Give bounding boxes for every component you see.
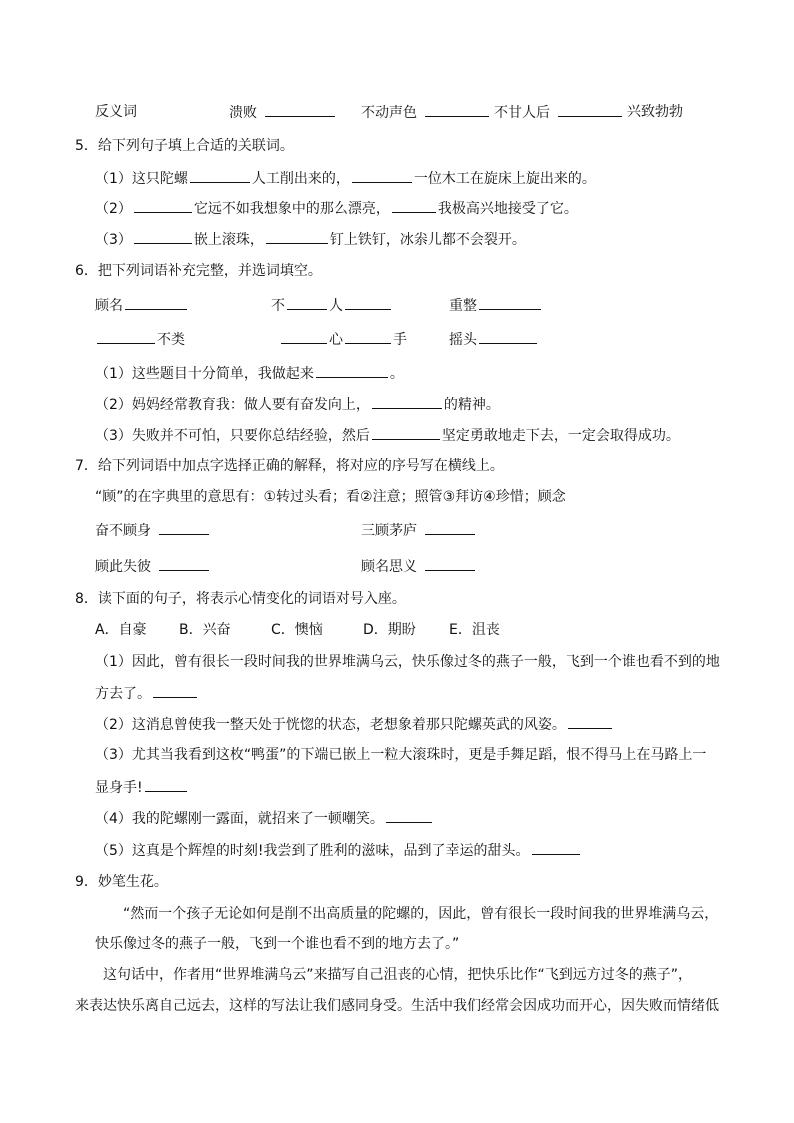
- question-9-title: 9．妙笔生花。: [75, 874, 168, 890]
- q5-sentence-2: （2） 它远不如我想象中的那么漂亮， 我极高兴地接受了它。: [95, 198, 578, 218]
- q5-sentence-1: （1）这只陀螺 人工削出来的， 一位木工在旋床上旋出来的。: [95, 168, 596, 188]
- answer-blank[interactable]: [134, 198, 192, 213]
- q7-word: 顾此失彼: [95, 556, 211, 576]
- q7-word: 三顾茅庐: [361, 520, 477, 540]
- q6-word: 摇头: [449, 329, 539, 349]
- antonym-item: [494, 102, 624, 122]
- q6-sentence-1: （1）这些题目十分简单，我做起来 。: [95, 363, 404, 383]
- q6-word: 不 人: [271, 295, 393, 315]
- antonym-item: [361, 102, 491, 122]
- question-7-title: 7．给下列词语中加点字选择正确的解释，将对应的序号写在横线上。: [75, 458, 504, 474]
- q6-word: 不类: [95, 329, 185, 349]
- antonym-item: [627, 102, 683, 122]
- answer-blank[interactable]: [159, 556, 209, 571]
- q7-word: 顾名思义: [361, 556, 477, 576]
- answer-blank[interactable]: [568, 714, 612, 729]
- antonym-word: 不动声色: [361, 105, 417, 121]
- q8-sentence-4: （4）我的陀螺刚一露面，就招来了一顿嘲笑。: [95, 808, 434, 828]
- answer-blank[interactable]: [145, 777, 187, 792]
- q8-sentence-2: （2）这消息曾使我一整天处于恍惚的状态，老想象着那只陀螺英武的风姿。: [95, 714, 614, 734]
- q6-word: 顾名: [95, 295, 189, 315]
- answer-blank[interactable]: [125, 295, 187, 310]
- answer-blank[interactable]: [281, 329, 327, 344]
- option-c: C．懊恼: [271, 622, 323, 638]
- q6-word: 重整: [449, 295, 543, 315]
- answer-blank[interactable]: [425, 102, 489, 117]
- q8-sentence-1: （1）因此，曾有很长一段时间我的世界堆满乌云，快乐像过冬的燕子一般，飞到一个谁也看不到的地: [95, 654, 720, 670]
- answer-blank[interactable]: [316, 363, 388, 378]
- answer-blank[interactable]: [190, 168, 250, 183]
- option-e: E．沮丧: [449, 622, 500, 638]
- answer-blank[interactable]: [425, 520, 475, 535]
- answer-blank[interactable]: [345, 295, 391, 310]
- question-8-title: 8．读下面的句子，将表示心情变化的词语对号入座。: [75, 591, 406, 607]
- q8-sentence-1-cont: 方去了。: [95, 683, 199, 703]
- q9-paragraph: 这句话中，作者用“世界堆满乌云”来描写自己沮丧的心情，把快乐比作“飞到远方过冬的燕子”，: [103, 967, 693, 983]
- answer-blank[interactable]: [532, 840, 580, 855]
- answer-blank[interactable]: [97, 329, 155, 344]
- antonym-word: 兴致勃勃: [627, 104, 683, 120]
- question-6-title: 6．把下列词语补充完整，并选词填空。: [75, 263, 322, 279]
- antonym-item: [229, 102, 337, 122]
- answer-blank[interactable]: [372, 425, 440, 440]
- answer-blank[interactable]: [352, 168, 412, 183]
- q9-quote: “然而一个孩子无论如何是削不出高质量的陀螺的，因此，曾有很长一段时间我的世界堆满乌云，: [123, 906, 719, 922]
- answer-blank[interactable]: [425, 556, 475, 571]
- antonym-row: [95, 102, 137, 122]
- q8-sentence-3: （3）尤其当我看到这枚“鸭蛋”的下端已嵌上一粒大滚珠时，更是手舞足蹈，恨不得马上在马路上一: [95, 747, 707, 763]
- answer-blank[interactable]: [265, 102, 335, 117]
- option-d: D．期盼: [363, 622, 416, 638]
- answer-blank[interactable]: [479, 295, 541, 310]
- option-b: B．兴奋: [179, 622, 231, 638]
- answer-blank[interactable]: [153, 683, 197, 698]
- answer-blank[interactable]: [372, 394, 442, 409]
- q6-sentence-2: （2）妈妈经常教育我：做人要有奋发向上， 的精神。: [95, 394, 500, 414]
- antonym-word: 溃败: [229, 105, 257, 121]
- q5-sentence-3: （3） 嵌上滚珠， 钉上铁钉，冰尜儿都不会裂开。: [95, 229, 526, 249]
- answer-blank[interactable]: [558, 102, 622, 117]
- question-5-title: 5．给下列句子填上合适的关联词。: [75, 138, 294, 154]
- q6-word: 心 手: [279, 329, 407, 349]
- answer-blank[interactable]: [159, 520, 209, 535]
- q6-sentence-3: （3）失败并不可怕，只要你总结经验，然后 坚定勇敢地走下去，一定会取得成功。: [95, 425, 680, 445]
- q7-word: 奋不顾身: [95, 520, 211, 540]
- q9-quote-cont: 快乐像过冬的燕子一般，飞到一个谁也看不到的地方去了。”: [95, 936, 460, 952]
- antonym-word: 不甘人后: [494, 105, 550, 121]
- q8-sentence-5: （5）这真是个辉煌的时刻!我尝到了胜利的滋味，品到了幸运的甜头。: [95, 840, 582, 860]
- antonym-label: 反义词: [95, 104, 137, 120]
- q7-meaning: “顾”的在字典里的意思有：①转过头看；看②注意；照管③拜访④珍惜；顾念: [95, 489, 566, 505]
- answer-blank[interactable]: [345, 329, 391, 344]
- answer-blank[interactable]: [287, 295, 327, 310]
- answer-blank[interactable]: [134, 229, 192, 244]
- answer-blank[interactable]: [392, 198, 436, 213]
- q9-paragraph-cont: 来表达快乐离自己远去，这样的写法让我们感同身受。生活中我们经常会因成功而开心，因失败而情绪低: [75, 998, 719, 1014]
- option-a: A．自豪: [95, 622, 147, 638]
- answer-blank[interactable]: [266, 229, 328, 244]
- answer-blank[interactable]: [479, 329, 537, 344]
- q8-sentence-3-cont: 显身手!: [95, 777, 189, 797]
- q8-options: [95, 620, 500, 640]
- answer-blank[interactable]: [386, 808, 432, 823]
